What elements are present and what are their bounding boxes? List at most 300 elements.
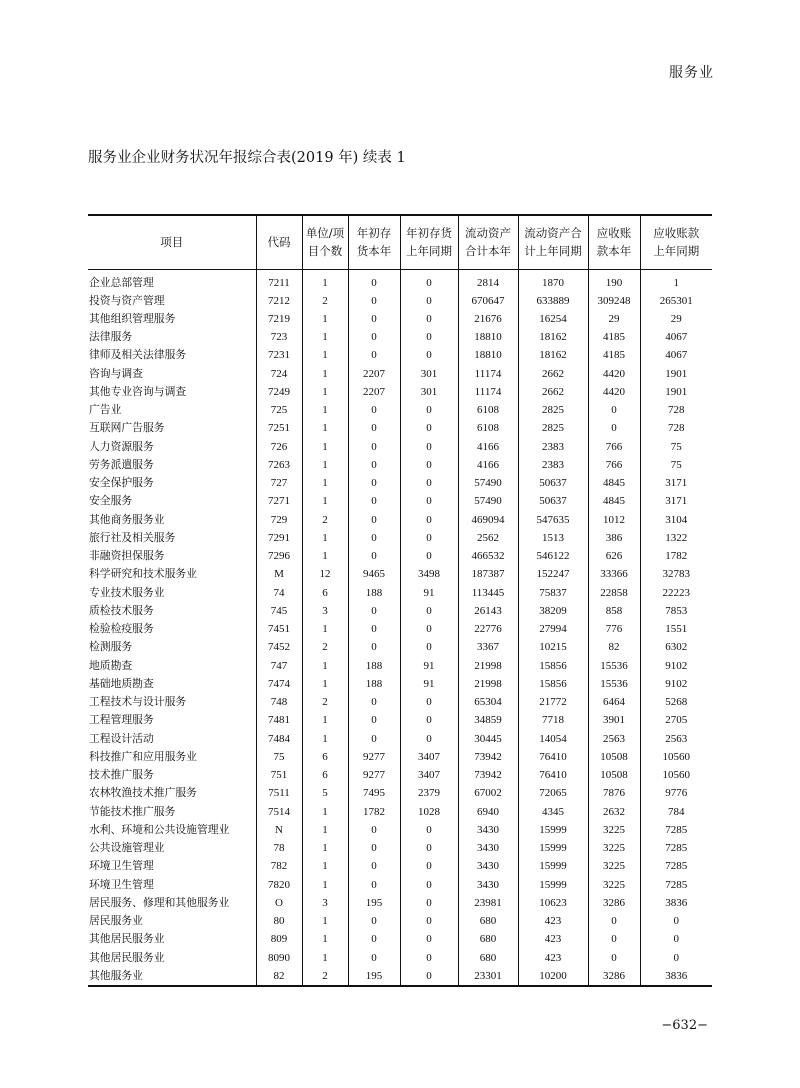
row-value: 7285 [640,876,712,894]
row-value: 2563 [640,730,712,748]
row-item-name: 其他商务服务业 [89,512,165,526]
row-value: 15999 [518,876,588,894]
row-item-name: 劳务派遣服务 [89,457,154,471]
row-value: 4845 [588,492,640,510]
row-value: 1 [302,547,348,565]
row-value: 50637 [518,474,588,492]
row-value: 626 [588,547,640,565]
row-value: 57490 [458,474,518,492]
row-code: 7474 [256,675,302,693]
running-head: 服务业 [669,65,714,81]
row-value: 195 [348,894,400,912]
row-value: 0 [348,930,400,948]
row-value: 4420 [588,365,640,383]
table-row [88,876,712,894]
row-value: 14054 [518,730,588,748]
row-value: 3407 [400,766,458,784]
row-value: 21998 [458,675,518,693]
row-item-name: 咨询与调查 [89,366,143,380]
row-value: 766 [588,438,640,456]
row-value: 0 [400,438,458,456]
row-value: 10200 [518,967,588,986]
row-value: 0 [400,602,458,620]
row-code: 7263 [256,456,302,474]
row-value: 0 [348,876,400,894]
row-value: 1782 [348,803,400,821]
table-row [88,511,712,529]
row-value: 0 [640,912,712,930]
row-value: 15999 [518,839,588,857]
row-value: 0 [400,638,458,656]
row-value: 858 [588,602,640,620]
row-value: 0 [400,310,458,328]
row-value: 4166 [458,456,518,474]
table-row [88,711,712,729]
row-value: 152247 [518,565,588,583]
page-title: 服务业企业财务状况年报综合表(2019 年) 续表 1 [88,150,406,166]
row-value: 0 [400,511,458,529]
row-value: 3836 [640,894,712,912]
row-value: 0 [400,711,458,729]
row-code: 7820 [256,876,302,894]
row-code: O [256,894,302,912]
row-value: 21676 [458,310,518,328]
column-header-line: 应收账 [596,226,632,241]
row-value: 0 [640,949,712,967]
row-value: 2 [302,693,348,711]
row-value: 188 [348,584,400,602]
row-value: 3 [302,602,348,620]
row-value: 4067 [640,346,712,364]
row-value: 72065 [518,784,588,802]
row-value: 75 [640,438,712,456]
row-value: 0 [400,419,458,437]
column-header-line: 款本年 [596,244,632,259]
row-value: 7495 [348,784,400,802]
row-value: 29 [588,310,640,328]
row-value: 1 [302,711,348,729]
row-code: 723 [256,328,302,346]
row-code: N [256,821,302,839]
row-code: 7219 [256,310,302,328]
row-value: 190 [588,269,640,292]
row-value: 1012 [588,511,640,529]
row-code: 745 [256,602,302,620]
table-row [88,365,712,383]
table-row [88,784,712,802]
column-header-line: 单位/项 [305,226,345,241]
column-header-line: 计上年同期 [524,244,582,259]
row-code: 726 [256,438,302,456]
row-code: 747 [256,657,302,675]
row-value: 11174 [458,383,518,401]
row-item-name: 律师及相关法律服务 [89,348,187,362]
row-value: 3225 [588,839,640,857]
row-value: 2825 [518,419,588,437]
row-code: 82 [256,967,302,986]
row-value: 0 [400,730,458,748]
row-value: 0 [400,912,458,930]
row-value: 1 [302,401,348,419]
row-item-name: 工程技术与设计服务 [89,695,187,709]
row-value: 0 [348,620,400,638]
row-value: 1 [302,419,348,437]
column-header [640,215,712,269]
column-header-line: 应收账款 [653,226,700,241]
row-item-name: 技术推广服务 [89,768,154,782]
row-value: 1 [640,269,712,292]
row-code: 7481 [256,711,302,729]
table-body [88,269,712,986]
column-header-line: 上年同期 [406,244,452,259]
table-row [88,766,712,784]
row-value: 187387 [458,565,518,583]
row-code: 725 [256,401,302,419]
row-value: 4067 [640,328,712,346]
row-code: 7212 [256,292,302,310]
row-value: 9277 [348,766,400,784]
row-value: 3 [302,894,348,912]
row-value: 32783 [640,565,712,583]
row-value: 265301 [640,292,712,310]
row-item-name: 其他组织管理服务 [89,311,176,325]
row-value: 1551 [640,620,712,638]
table-row [88,474,712,492]
row-value: 0 [348,401,400,419]
row-value: 0 [400,930,458,948]
row-value: 9776 [640,784,712,802]
row-value: 67002 [458,784,518,802]
table-row [88,912,712,930]
row-value: 22223 [640,584,712,602]
row-value: 0 [400,620,458,638]
row-code: 7451 [256,620,302,638]
row-item-name: 法律服务 [89,330,133,344]
row-value: 2207 [348,383,400,401]
column-header-line: 上年同期 [653,244,700,259]
row-value: 728 [640,419,712,437]
row-value: 423 [518,930,588,948]
row-value: 0 [588,930,640,948]
row-item-name: 地质勘查 [89,658,133,672]
row-code: 78 [256,839,302,857]
row-value: 1 [302,930,348,948]
row-value: 0 [348,839,400,857]
row-code: 7452 [256,638,302,656]
row-value: 4166 [458,438,518,456]
row-value: 776 [588,620,640,638]
table-row [88,839,712,857]
column-header [302,215,348,269]
row-value: 2383 [518,438,588,456]
row-value: 0 [348,419,400,437]
table-row [88,748,712,766]
column-header [458,215,518,269]
row-value: 21772 [518,693,588,711]
table-row [88,821,712,839]
column-header-line: 货本年 [356,244,392,259]
row-value: 91 [400,657,458,675]
row-value: 2 [302,511,348,529]
row-item-name: 节能技术推广服务 [89,804,176,818]
row-value: 1 [302,328,348,346]
row-value: 3430 [458,839,518,857]
row-value: 0 [348,492,400,510]
row-value: 0 [348,693,400,711]
row-value: 0 [400,693,458,711]
row-value: 76410 [518,766,588,784]
row-value: 30445 [458,730,518,748]
row-item-name: 检验检疫服务 [89,622,154,636]
row-value: 15856 [518,657,588,675]
row-value: 1513 [518,529,588,547]
row-value: 4185 [588,346,640,364]
row-value: 0 [400,328,458,346]
row-value: 680 [458,912,518,930]
row-item-name: 居民服务、修理和其他服务业 [89,895,230,909]
row-value: 33366 [588,565,640,583]
row-code: 748 [256,693,302,711]
row-value: 3171 [640,492,712,510]
table-row [88,292,712,310]
row-value: 2563 [588,730,640,748]
row-value: 0 [348,912,400,930]
row-value: 3407 [400,748,458,766]
row-code: 7231 [256,346,302,364]
row-value: 0 [400,529,458,547]
row-value: 57490 [458,492,518,510]
table-row [88,529,712,547]
row-value: 2662 [518,365,588,383]
table-row [88,930,712,948]
column-header [518,215,588,269]
row-value: 0 [348,346,400,364]
row-value: 3498 [400,565,458,583]
row-value: 27994 [518,620,588,638]
table-row [88,383,712,401]
row-value: 23301 [458,967,518,986]
column-header-line: 合计本年 [465,244,511,259]
row-value: 10508 [588,748,640,766]
row-value: 0 [348,547,400,565]
row-code: 7211 [256,269,302,292]
column-header [400,215,458,269]
row-item-name: 专业技术服务业 [89,585,165,599]
row-code: 724 [256,365,302,383]
row-value: 1 [302,912,348,930]
row-value: 728 [640,401,712,419]
row-item-name: 企业总部管理 [89,275,154,289]
row-value: 2379 [400,784,458,802]
row-value: 73942 [458,748,518,766]
row-item-name: 农林牧渔技术推广服务 [89,786,197,800]
row-value: 2825 [518,401,588,419]
row-value: 1 [302,529,348,547]
row-value: 0 [588,912,640,930]
row-value: 29 [640,310,712,328]
table-row [88,730,712,748]
row-value: 0 [348,511,400,529]
row-value: 1 [302,657,348,675]
row-value: 1 [302,456,348,474]
row-value: 1 [302,492,348,510]
row-value: 91 [400,584,458,602]
row-value: 3430 [458,876,518,894]
row-value: 16254 [518,310,588,328]
column-header-line: 流动资产合 [524,226,582,241]
row-value: 0 [400,346,458,364]
row-value: 9102 [640,657,712,675]
row-item-name: 其他服务业 [88,967,256,986]
row-value: 680 [458,949,518,967]
row-value: 4185 [588,328,640,346]
report-table [88,214,712,987]
row-value: 0 [348,529,400,547]
row-value: 7285 [640,839,712,857]
column-header-line: 项目 [160,235,184,250]
row-item-name: 基础地质勘查 [89,676,154,690]
row-value: 6 [302,766,348,784]
row-value: 6 [302,748,348,766]
row-value: 633889 [518,292,588,310]
row-value: 386 [588,529,640,547]
row-value: 0 [400,894,458,912]
row-code: 751 [256,766,302,784]
row-value: 18810 [458,346,518,364]
row-code: 7514 [256,803,302,821]
row-value: 7853 [640,602,712,620]
row-value: 2207 [348,365,400,383]
row-value: 0 [588,949,640,967]
table-row [88,803,712,821]
row-code: 80 [256,912,302,930]
row-item-name: 广告业 [89,403,122,417]
row-value: 3104 [640,511,712,529]
row-item-name: 公共设施管理业 [89,841,165,855]
row-value: 1901 [640,383,712,401]
table-row [88,620,712,638]
row-value: 1 [302,438,348,456]
table-row [88,328,712,346]
row-value: 22776 [458,620,518,638]
row-value: 0 [400,456,458,474]
row-value: 9277 [348,748,400,766]
row-value: 423 [518,949,588,967]
table-header-row [88,215,712,269]
row-value: 0 [348,269,400,292]
row-value: 0 [348,328,400,346]
row-value: 0 [400,949,458,967]
column-header [588,215,640,269]
row-value: 23981 [458,894,518,912]
row-value: 0 [588,419,640,437]
row-value: 1870 [518,269,588,292]
row-value: 0 [400,492,458,510]
row-code: 7291 [256,529,302,547]
table-row [88,419,712,437]
row-value: 0 [348,310,400,328]
row-code: 727 [256,474,302,492]
row-value: 7285 [640,821,712,839]
row-value: 3836 [640,967,712,986]
table-row [88,269,712,292]
row-value: 1322 [640,529,712,547]
row-code: 7511 [256,784,302,802]
row-item-name: 环境卫生管理 [89,877,154,891]
row-value: 113445 [458,584,518,602]
row-value: 469094 [458,511,518,529]
row-value: 9465 [348,565,400,583]
row-item-name: 旅行社及相关服务 [89,530,176,544]
row-value: 6302 [640,638,712,656]
row-item-name: 安全保护服务 [89,476,154,490]
row-value: 2662 [518,383,588,401]
row-code: 7249 [256,383,302,401]
row-value: 9102 [640,675,712,693]
row-value: 188 [348,657,400,675]
row-value: 1 [302,620,348,638]
row-value: 1028 [400,803,458,821]
row-value: 0 [348,730,400,748]
row-value: 38209 [518,602,588,620]
table-row [88,456,712,474]
column-header [88,215,256,269]
row-value: 0 [400,821,458,839]
row-item-name: 安全服务 [89,494,133,508]
row-value: 1 [302,269,348,292]
column-header-line: 代码 [267,235,291,250]
page-number: −632− [661,1018,708,1033]
row-code: M [256,565,302,583]
row-value: 2 [302,292,348,310]
row-value: 11174 [458,365,518,383]
row-value: 0 [400,857,458,875]
table-row [88,602,712,620]
row-value: 1 [302,857,348,875]
row-item-name: 工程设计活动 [89,731,154,745]
row-value: 0 [348,857,400,875]
row-value: 0 [348,474,400,492]
row-value: 7876 [588,784,640,802]
column-header-line: 年初存 [356,226,392,241]
row-item-name: 居民服务业 [89,914,143,928]
row-code: 782 [256,857,302,875]
row-value: 3225 [588,857,640,875]
row-value: 1 [302,876,348,894]
row-value: 1 [302,675,348,693]
row-value: 3430 [458,857,518,875]
table-row [88,547,712,565]
table-row [88,401,712,419]
row-value: 0 [348,438,400,456]
row-value: 5 [302,784,348,802]
row-code: 75 [256,748,302,766]
row-value: 1 [302,949,348,967]
table-row [88,675,712,693]
row-value: 3286 [588,894,640,912]
table-row [88,857,712,875]
row-value: 1 [302,803,348,821]
row-value: 91 [400,675,458,693]
row-value: 547635 [518,511,588,529]
row-value: 466532 [458,547,518,565]
row-value: 18162 [518,328,588,346]
row-value: 1 [302,310,348,328]
row-item-name: 工程管理服务 [89,713,154,727]
row-value: 10623 [518,894,588,912]
row-value: 1 [302,821,348,839]
row-item-name: 人力资源服务 [89,439,154,453]
